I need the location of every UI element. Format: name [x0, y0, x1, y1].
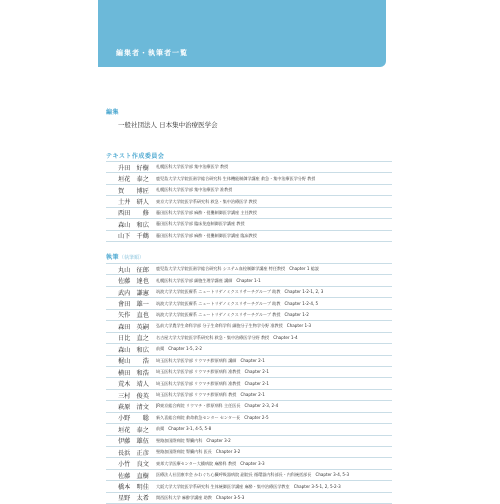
member-affiliation: 筑波大学大学院医療系 ニュートリゲノミクスリサーチグループ 助教 Chapter 1-2-1, 2, 3	[156, 289, 324, 295]
list-item	[106, 333, 392, 344]
list-item	[106, 356, 392, 367]
member-name: 會田 雄一	[118, 301, 149, 309]
member-name: 伊藤 雄伍	[118, 438, 149, 446]
member-affiliation: 札幌医科大学医学部 細胞生理学講座 講師 Chapter 1-1	[156, 277, 261, 283]
member-affiliation: 藤田医科大学医学部 麻酔・侵襲制御医学講座 臨床教授	[156, 232, 257, 238]
member-affiliation: 東邦大学医療センター大橋病院 麻酔科 教授 Chapter 3-3	[156, 460, 265, 466]
member-name: 森田 英嗣	[118, 323, 149, 331]
list-item	[106, 481, 392, 492]
member-name: 丸山 征郎	[118, 266, 149, 274]
member-name: 森山 和広	[118, 346, 149, 354]
list-item	[106, 424, 392, 435]
member-name: 武内 謙憲	[118, 289, 149, 297]
member-name: 星野 太希	[118, 495, 149, 503]
list-item	[106, 287, 392, 298]
list-item	[106, 378, 392, 389]
authors-section-label	[106, 244, 386, 263]
list-item	[106, 367, 392, 378]
member-name: 萩原 清文	[118, 403, 149, 411]
member-name: 森山 和広	[118, 221, 149, 229]
member-name: 矢作 直也	[118, 312, 149, 320]
member-affiliation: 前掲 Chapter 1-5, 2-2	[156, 346, 202, 352]
member-name: 西田 修	[118, 210, 149, 218]
list-item	[106, 219, 392, 230]
member-affiliation: 名古屋大学大学院医学系研究科 救急・集中治療医学分野 教授 Chapter 1-4	[156, 334, 298, 340]
list-item	[106, 344, 392, 355]
member-affiliation: 大阪大学大学院医学系研究科 生体統御医学講座 麻酔・集中治療医学教室 Chapter 3-5-1, 2, 5-2-3	[156, 483, 341, 489]
member-name: 荒木 靖人	[118, 381, 149, 389]
member-affiliation: JR東京総合病院 リウマチ・膠原病科 主任医長 Chapter 2-3, 2-4	[156, 403, 279, 409]
header-bar	[98, 0, 386, 67]
authors-label: 執筆	[106, 254, 120, 261]
member-affiliation: 筑波大学大学院医療系 ニュートリゲノミクスリサーチグループ 教授 Chapter 1-2	[156, 311, 309, 317]
member-affiliation: 埼玉医科大学医学部 リウマチ膠原病科 准教授 Chapter 2-1	[156, 369, 269, 375]
list-item	[106, 185, 392, 196]
list-item	[106, 196, 392, 207]
page-title: 編集者・執筆者一覧	[116, 49, 188, 57]
committee-section-label	[106, 143, 386, 162]
member-name: 山下 千鶴	[118, 233, 149, 241]
member-affiliation: 聖路加国際病院 腎臓内科 Chapter 3-2	[156, 437, 231, 443]
member-name: 日比 直之	[118, 335, 149, 343]
list-item	[106, 493, 392, 504]
member-affiliation: 鹿児島大学大学院医歯学総合研究科 生体機能制御学講座 救急・集中治療医学分野 教授	[156, 175, 316, 181]
committee-label: テキスト作成委員会	[106, 153, 165, 160]
editor-section-label	[106, 99, 386, 118]
member-affiliation: 聖路加国際病院 腎臓内科 医長 Chapter 3-2	[156, 449, 241, 455]
member-affiliation: 鹿児島大学大学院医歯学総合研究科 システム血栓制御学講座 特任教授 Chapter 1 総説	[156, 266, 319, 272]
member-name: 小竹 良文	[118, 461, 149, 469]
list-item	[106, 231, 392, 242]
member-affiliation: 埼玉医科大学医学部 リウマチ膠原病科 講師 Chapter 2-1	[156, 357, 265, 363]
member-affiliation: 弘前大学農学生命科学部 分子生命科学科 細胞分子生物学分野 准教授 Chapter 1-3	[156, 323, 312, 329]
member-affiliation: 新久喜総合病院 救命救急センター センター長 Chapter 2-5	[156, 414, 269, 420]
member-name: 三村 俊英	[118, 392, 149, 400]
list-item	[106, 321, 392, 332]
member-name: 小野 聡	[118, 415, 149, 423]
list-item	[106, 173, 392, 184]
list-item	[106, 263, 392, 275]
list-item	[106, 470, 392, 481]
member-name: 佐藤 直樹	[118, 472, 149, 480]
authors-order-note: （執筆順）	[119, 255, 145, 261]
member-name: 佐藤 達也	[118, 278, 149, 286]
member-affiliation: 札幌医科大学医学部 集中治療医学 准教授	[156, 187, 233, 193]
member-name: 升田 好樹	[118, 164, 149, 172]
list-item	[106, 401, 392, 412]
list-item	[106, 275, 392, 286]
member-name: 土井 研人	[118, 199, 149, 207]
member-name: 垣花 泰之	[118, 426, 149, 434]
authors-list	[106, 263, 392, 504]
member-affiliation: 藤田医科大学医学部 臨床免疫制御医学講座 教授	[156, 221, 245, 227]
list-item	[106, 310, 392, 321]
member-name: 梶山 浩	[118, 358, 149, 366]
committee-list	[106, 161, 392, 242]
member-affiliation: 医療法人社団康幸会 かわぐち心臓呼吸器病院 副院長 循環器内科部長・内科統括部長 Chapter 3-4, 5-3	[156, 472, 350, 478]
editor-label: 編集	[106, 109, 120, 116]
member-name: 長浜 正彦	[118, 449, 149, 457]
member-affiliation: 関西医科大学 麻酔学講座 助教 Chapter 3-5-3	[156, 494, 245, 500]
member-affiliation: 埼玉医科大学医学部 リウマチ膠原病科 教授 Chapter 2-1	[156, 392, 265, 398]
list-item	[106, 436, 392, 447]
list-item	[106, 298, 392, 309]
member-name: 垣花 泰之	[118, 176, 149, 184]
member-affiliation: 東京大学大学院医学系研究科 救急・集中治療医学 教授	[156, 198, 257, 204]
member-affiliation: 藤田医科大学医学部 麻酔・侵襲制御医学講座 主任教授	[156, 209, 257, 215]
list-item	[106, 161, 392, 173]
member-affiliation: 札幌医科大学医学部 集中治療医学 教授	[156, 164, 229, 170]
list-item	[106, 447, 392, 458]
member-name: 賀 博匠	[118, 187, 149, 195]
editor-name: 一般社団法人 日本集中治療医学会	[118, 121, 218, 129]
member-name: 横田 和浩	[118, 369, 149, 377]
member-affiliation: 前掲 Chapter 3-1, 4-5, 5-8	[156, 426, 212, 432]
list-item	[106, 413, 392, 424]
list-item	[106, 458, 392, 469]
member-name: 橋本 明佳	[118, 484, 149, 492]
list-item	[106, 390, 392, 401]
member-affiliation: 埼玉医科大学医学部 リウマチ膠原病科 准教授 Chapter 2-1	[156, 380, 269, 386]
list-item	[106, 208, 392, 219]
member-affiliation: 筑波大学大学院医療系 ニュートリゲノミクスリサーチグループ 助教 Chapter 1-2-4, 5	[156, 300, 319, 306]
